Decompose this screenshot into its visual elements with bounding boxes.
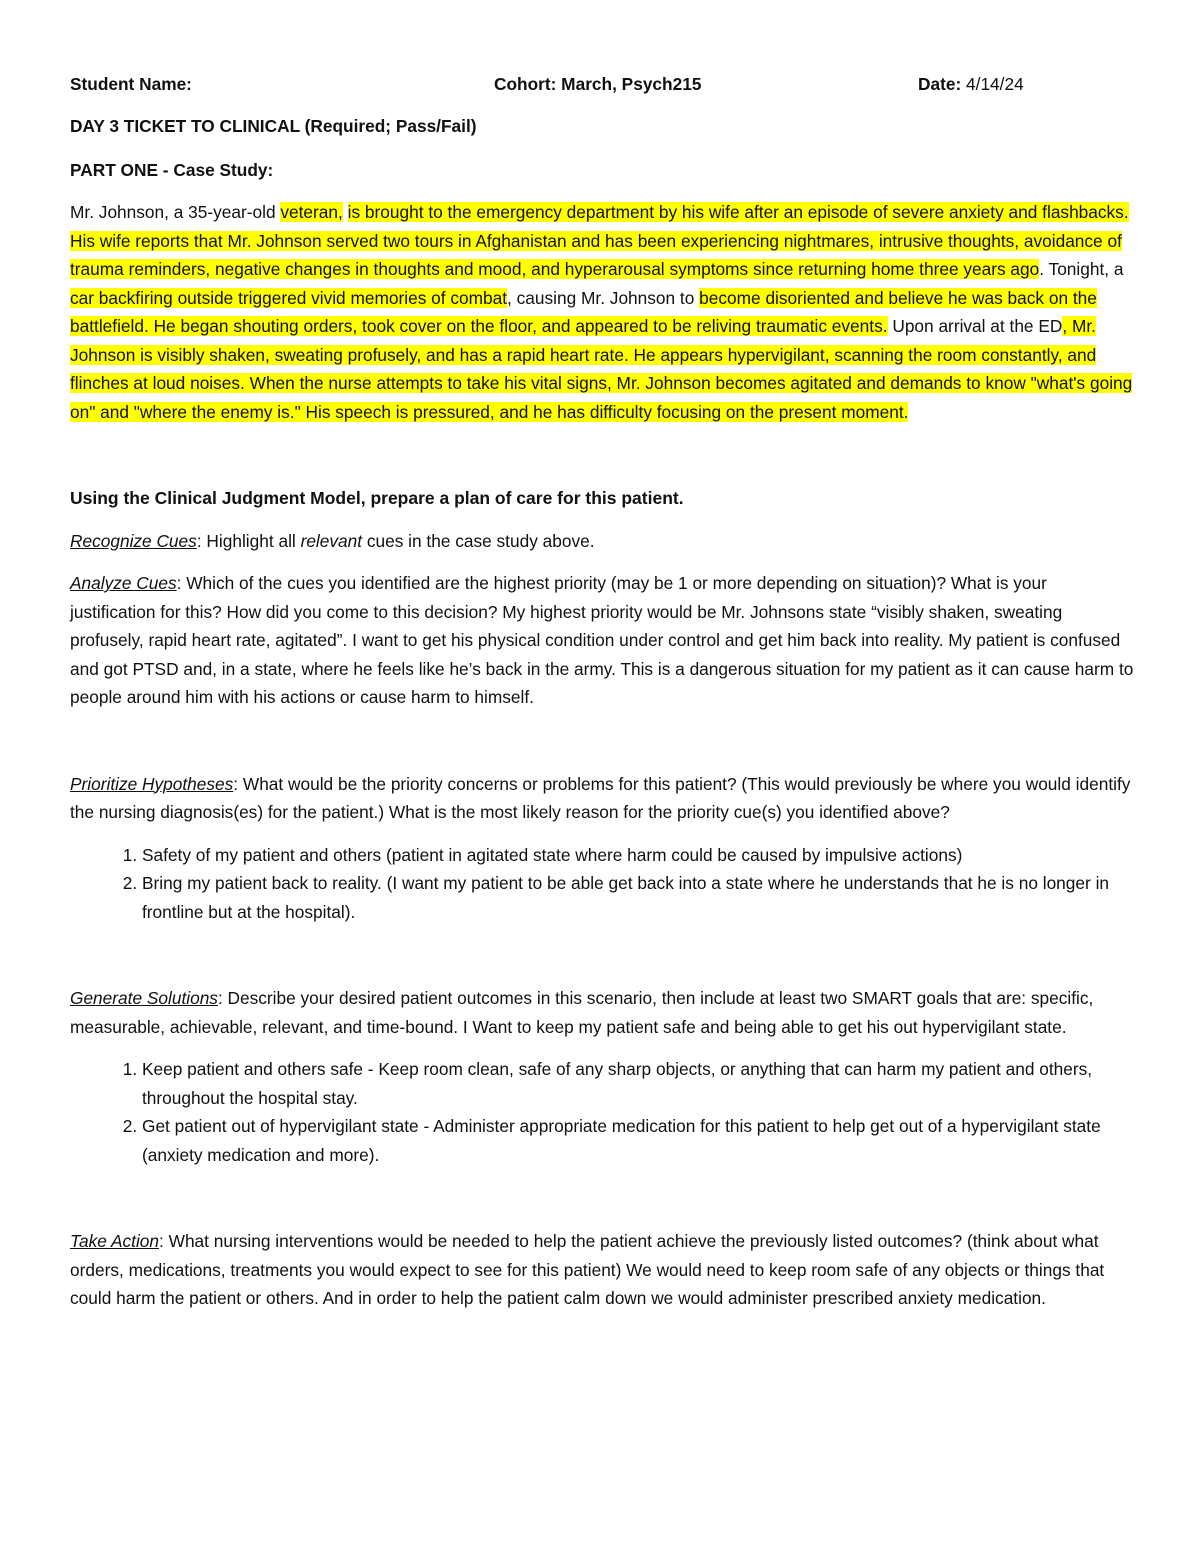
analyze-cues-section: [70, 569, 1135, 712]
list-item: 2. Get patient out of hypervigilant state - Administer appropriate medication for this patient to help get out of a hypervigilant state (anxiety medication and more).: [142, 1112, 1135, 1169]
list-item: 1. Keep patient and others safe - Keep room clean, safe of any sharp objects, or anything that can harm my patient and others, throughout the hospital stay.: [142, 1055, 1135, 1112]
case-text-3: . Tonight, a: [1039, 259, 1124, 279]
recognize-cues-label: Recognize Cues: [70, 530, 197, 551]
case-highlight-5: , Mr. Johnson is visibly shaken, sweating profusely, and has a rapid heart rate. He appears hypervigilant, scanning the room constantly, and flinches at loud noises. When the nurse attempts to take his vital signs, Mr. Johnson becomes agitated and demands to know "what's going on" and "where the enemy is." His speech is pressured, and he has difficulty focusing on the present moment.: [70, 316, 1133, 422]
priority-concerns-list: [70, 841, 1135, 927]
take-action-label: Take Action: [70, 1231, 160, 1251]
case-text-1: Mr. Johnson, a 35-year-old: [70, 202, 281, 222]
prioritize-hypotheses-section: [70, 770, 1135, 827]
case-text-2: [343, 202, 348, 222]
take-action-text: : What nursing interventions would be needed to help the patient achieve the previously listed outcomes? (think about what orders, medications, treatments you would expect to see for this patient) We would need to keep room safe of any objects or things that could harm the patient or others. And in order to help the patient calm down we would administer prescribed anxiety medication.: [70, 1231, 1105, 1308]
generate-solutions-section: [70, 984, 1135, 1041]
recognize-cues-text-1: : Highlight all: [196, 530, 301, 551]
date-field: [918, 70, 1024, 99]
cohort-label: Cohort: March, Psych215: [494, 74, 702, 94]
document-page: [70, 70, 1135, 1313]
list-item: 2. Bring my patient back to reality. (I want my patient to be able get back into a state where he understands that he is no longer in frontline but at the hospital).: [142, 869, 1135, 926]
plan-of-care-heading: Using the Clinical Judgment Model, prepare a plan of care for this patient.: [70, 488, 684, 508]
document-header: [70, 70, 1135, 100]
generate-solutions-label: Generate Solutions: [70, 988, 218, 1008]
case-highlight-1: veteran,: [280, 202, 343, 222]
case-highlight-2: is brought to the emergency department by his wife after an episode of severe anxiety and flashbacks. His wife reports that Mr. Johnson served two tours in Afghanistan and has been experiencing nightmares, intrusive thoughts, avoidance of trauma reminders, negative changes in thoughts and mood, and hyperarousal symptoms since returning home three years ago: [70, 202, 1129, 279]
case-text-5: Upon arrival at the ED: [887, 316, 1063, 336]
case-highlight-3: car backfiring outside triggered vivid memories of combat: [70, 287, 508, 308]
document-title: DAY 3 TICKET TO CLINICAL (Required; Pass/Fail): [70, 116, 477, 136]
take-action-section: [70, 1227, 1135, 1313]
recognize-cues-text-2: cues in the case study above.: [362, 530, 595, 551]
prioritize-hypotheses-text: : What would be the priority concerns or problems for this patient? (This would previously be where you would identify the nursing diagnosis(es) for the patient.) What is the most likely reason for the priority cue(s) you identified above?: [70, 773, 1131, 822]
recognize-cues-emphasis: relevant: [300, 530, 363, 551]
case-text-4: , causing Mr. Johnson to: [507, 287, 700, 308]
part-one-heading: PART ONE - Case Study:: [70, 159, 274, 180]
list-item: 1. Safety of my patient and others (patient in agitated state where harm could be caused by impulsive actions): [142, 841, 1135, 870]
case-highlight-4: become disoriented and believe he was back on the battlefield. He began shouting orders, took cover on the floor, and appeared to be reliving traumatic events.: [70, 287, 1097, 336]
recognize-cues-section: [70, 527, 1135, 556]
prioritize-hypotheses-label: Prioritize Hypotheses: [70, 773, 234, 794]
smart-goals-list: [70, 1055, 1135, 1169]
generate-solutions-text: : Describe your desired patient outcomes in this scenario, then include at least two SMART goals that are: specific, measurable, achievable, relevant, and time-bound. I Want to keep my patient safe and being able to get his out hypervigilant state.: [70, 988, 1094, 1037]
case-study-paragraph: [70, 198, 1135, 426]
analyze-cues-label: Analyze Cues: [70, 573, 177, 593]
student-name-label: Student Name:: [70, 74, 192, 94]
date-value: 4/14/24: [966, 74, 1024, 94]
date-label: Date:: [918, 74, 962, 94]
analyze-cues-text: : Which of the cues you identified are the highest priority (may be 1 or more depending on situation)? What is your justification for this? How did you come to this decision? My highest priority would be Mr. Johnsons state “visibly shaken, sweating profusely, rapid heart rate, agitated”. I want to get his physical condition under control and get him back into reality. My patient is confused and got PTSD and, in a state, where he feels like he’s back in the army. This is a dangerous situation for my patient as it can cause harm to people around him with his actions or cause harm to himself.: [70, 573, 1134, 707]
